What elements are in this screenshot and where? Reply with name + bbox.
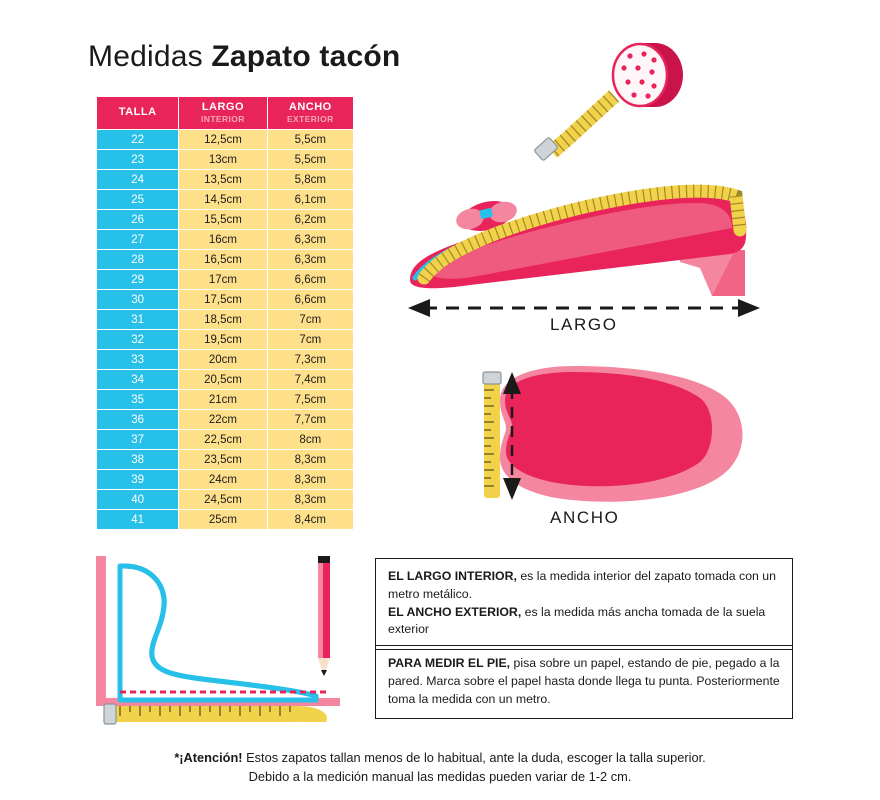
- shoe-bow: [454, 196, 519, 236]
- cell-largo: 20,5cm: [179, 370, 266, 389]
- cell-largo: 16,5cm: [179, 250, 266, 269]
- note1-text1: es la medida interior del zapato tomada con un metro metálico.: [388, 569, 776, 601]
- cell-talla: 31: [97, 310, 178, 329]
- cell-talla: 38: [97, 450, 178, 469]
- page-title: [88, 40, 400, 74]
- cell-ancho: 5,5cm: [268, 130, 353, 149]
- cell-ancho: 6,6cm: [268, 290, 353, 309]
- cell-talla: 39: [97, 470, 178, 489]
- cell-talla: 37: [97, 430, 178, 449]
- table-row: [97, 430, 353, 449]
- note1-text2: es la medida más ancha tomada de la suela exterior: [388, 604, 766, 637]
- cell-largo: 22,5cm: [179, 430, 266, 449]
- cell-talla: 22: [97, 130, 178, 149]
- cell-largo: 19,5cm: [179, 330, 266, 349]
- cell-talla: 36: [97, 410, 178, 429]
- cell-ancho: 5,5cm: [268, 150, 353, 169]
- cell-talla: 23: [97, 150, 178, 169]
- size-table: [96, 96, 354, 530]
- cell-ancho: 6,1cm: [268, 190, 353, 209]
- cell-largo: 18,5cm: [179, 310, 266, 329]
- table-row: [97, 490, 353, 509]
- cell-largo: 15,5cm: [179, 210, 266, 229]
- cell-ancho: 5,8cm: [268, 170, 353, 189]
- note-how-to-measure: [375, 645, 793, 719]
- size-table-body: [97, 130, 353, 529]
- table-row: [97, 270, 353, 289]
- size-table-head: [97, 97, 353, 129]
- page-title-light: Medidas: [88, 40, 212, 73]
- table-row: [97, 410, 353, 429]
- cell-talla: 34: [97, 370, 178, 389]
- note2-text1: pisa sobre un papel, estando de pie, pegado a la pared. Marca sobre el papel hasta donde llega tu punta. Posteriormente toma la medida con un metro.: [388, 656, 780, 706]
- cell-largo: 25cm: [179, 510, 266, 529]
- cell-talla: 32: [97, 330, 178, 349]
- column-header-ancho-main: ANCHO: [288, 101, 332, 113]
- cell-ancho: 8,4cm: [268, 510, 353, 529]
- note1-lead1: EL LARGO INTERIOR,: [388, 569, 517, 583]
- cell-largo: 24,5cm: [179, 490, 266, 509]
- shoe-sole-illustration: [483, 366, 743, 502]
- cell-largo: 13,5cm: [179, 170, 266, 189]
- column-header-ancho: [268, 97, 353, 129]
- table-row: [97, 150, 353, 169]
- footer-warning: [0, 748, 880, 786]
- note1-lead2: EL ANCHO EXTERIOR,: [388, 604, 522, 619]
- size-table-wrapper: [96, 96, 354, 530]
- cell-ancho: 7cm: [268, 310, 353, 329]
- cell-ancho: 6,3cm: [268, 230, 353, 249]
- table-row: [97, 210, 353, 229]
- table-row: [97, 170, 353, 189]
- column-header-largo-main: LARGO: [201, 101, 245, 113]
- column-header-ancho-sub: EXTERIOR: [286, 113, 334, 124]
- table-row: [97, 130, 353, 149]
- cell-largo: 23,5cm: [179, 450, 266, 469]
- note-measurements-line1: [388, 568, 780, 604]
- table-row: [97, 510, 353, 529]
- largo-label: LARGO: [550, 315, 618, 334]
- footer-lead: *¡Atención!: [174, 750, 243, 765]
- cell-largo: 13cm: [179, 150, 266, 169]
- cell-talla: 33: [97, 350, 178, 369]
- cell-ancho: 7,4cm: [268, 370, 353, 389]
- table-header-row: [97, 97, 353, 129]
- cell-talla: 26: [97, 210, 178, 229]
- cell-talla: 29: [97, 270, 178, 289]
- cell-talla: 27: [97, 230, 178, 249]
- table-row: [97, 390, 353, 409]
- cell-talla: 28: [97, 250, 178, 269]
- cell-ancho: 8,3cm: [268, 490, 353, 509]
- cell-talla: 35: [97, 390, 178, 409]
- column-header-talla: TALLA: [97, 97, 178, 129]
- table-row: [97, 470, 353, 489]
- footer-line-1: [0, 748, 880, 767]
- cell-talla: 41: [97, 510, 178, 529]
- cell-largo: 16cm: [179, 230, 266, 249]
- cell-ancho: 8cm: [268, 430, 353, 449]
- table-row: [97, 230, 353, 249]
- cell-largo: 24cm: [179, 470, 266, 489]
- footer-line-2: Debido a la medición manual las medidas pueden variar de 1-2 cm.: [248, 769, 632, 785]
- pencil-icon: [318, 556, 330, 676]
- cell-ancho: 8,3cm: [268, 470, 353, 489]
- column-header-largo: [179, 97, 266, 129]
- footer-text-1: Estos zapatos tallan menos de lo habitual, ante la duda, escoger la talla superior.: [242, 750, 706, 765]
- cell-ancho: 7,7cm: [268, 410, 353, 429]
- table-row: [97, 370, 353, 389]
- cell-ancho: 6,6cm: [268, 270, 353, 289]
- cell-talla: 24: [97, 170, 178, 189]
- cell-ancho: 7,5cm: [268, 390, 353, 409]
- cell-talla: 40: [97, 490, 178, 509]
- shoe-side-illustration: [408, 189, 760, 317]
- cell-largo: 12,5cm: [179, 130, 266, 149]
- tape-roll-icon: [534, 43, 683, 161]
- table-row: [97, 350, 353, 369]
- ancho-arrow: [503, 372, 521, 500]
- cell-ancho: 8,3cm: [268, 450, 353, 469]
- table-row: [97, 190, 353, 209]
- cell-largo: 22cm: [179, 410, 266, 429]
- ancho-label: ANCHO: [550, 508, 620, 527]
- note-measurements: [375, 558, 793, 650]
- table-row: [97, 310, 353, 329]
- cell-ancho: 7,3cm: [268, 350, 353, 369]
- cell-largo: 17cm: [179, 270, 266, 289]
- note2-lead1: PARA MEDIR EL PIE,: [388, 656, 511, 670]
- column-header-largo-sub: INTERIOR: [201, 113, 245, 124]
- page-title-bold: Zapato tacón: [211, 40, 401, 73]
- cell-talla: 30: [97, 290, 178, 309]
- note-measurements-line2: [388, 604, 780, 640]
- cell-ancho: 6,3cm: [268, 250, 353, 269]
- cell-largo: 21cm: [179, 390, 266, 409]
- table-row: [97, 290, 353, 309]
- cell-ancho: 6,2cm: [268, 210, 353, 229]
- table-row: [97, 250, 353, 269]
- cell-ancho: 7cm: [268, 330, 353, 349]
- cell-largo: 17,5cm: [179, 290, 266, 309]
- table-row: [97, 450, 353, 469]
- cell-talla: 25: [97, 190, 178, 209]
- cell-largo: 14,5cm: [179, 190, 266, 209]
- table-row: [97, 330, 353, 349]
- foot-measure-illustration: [96, 556, 340, 724]
- cell-largo: 20cm: [179, 350, 266, 369]
